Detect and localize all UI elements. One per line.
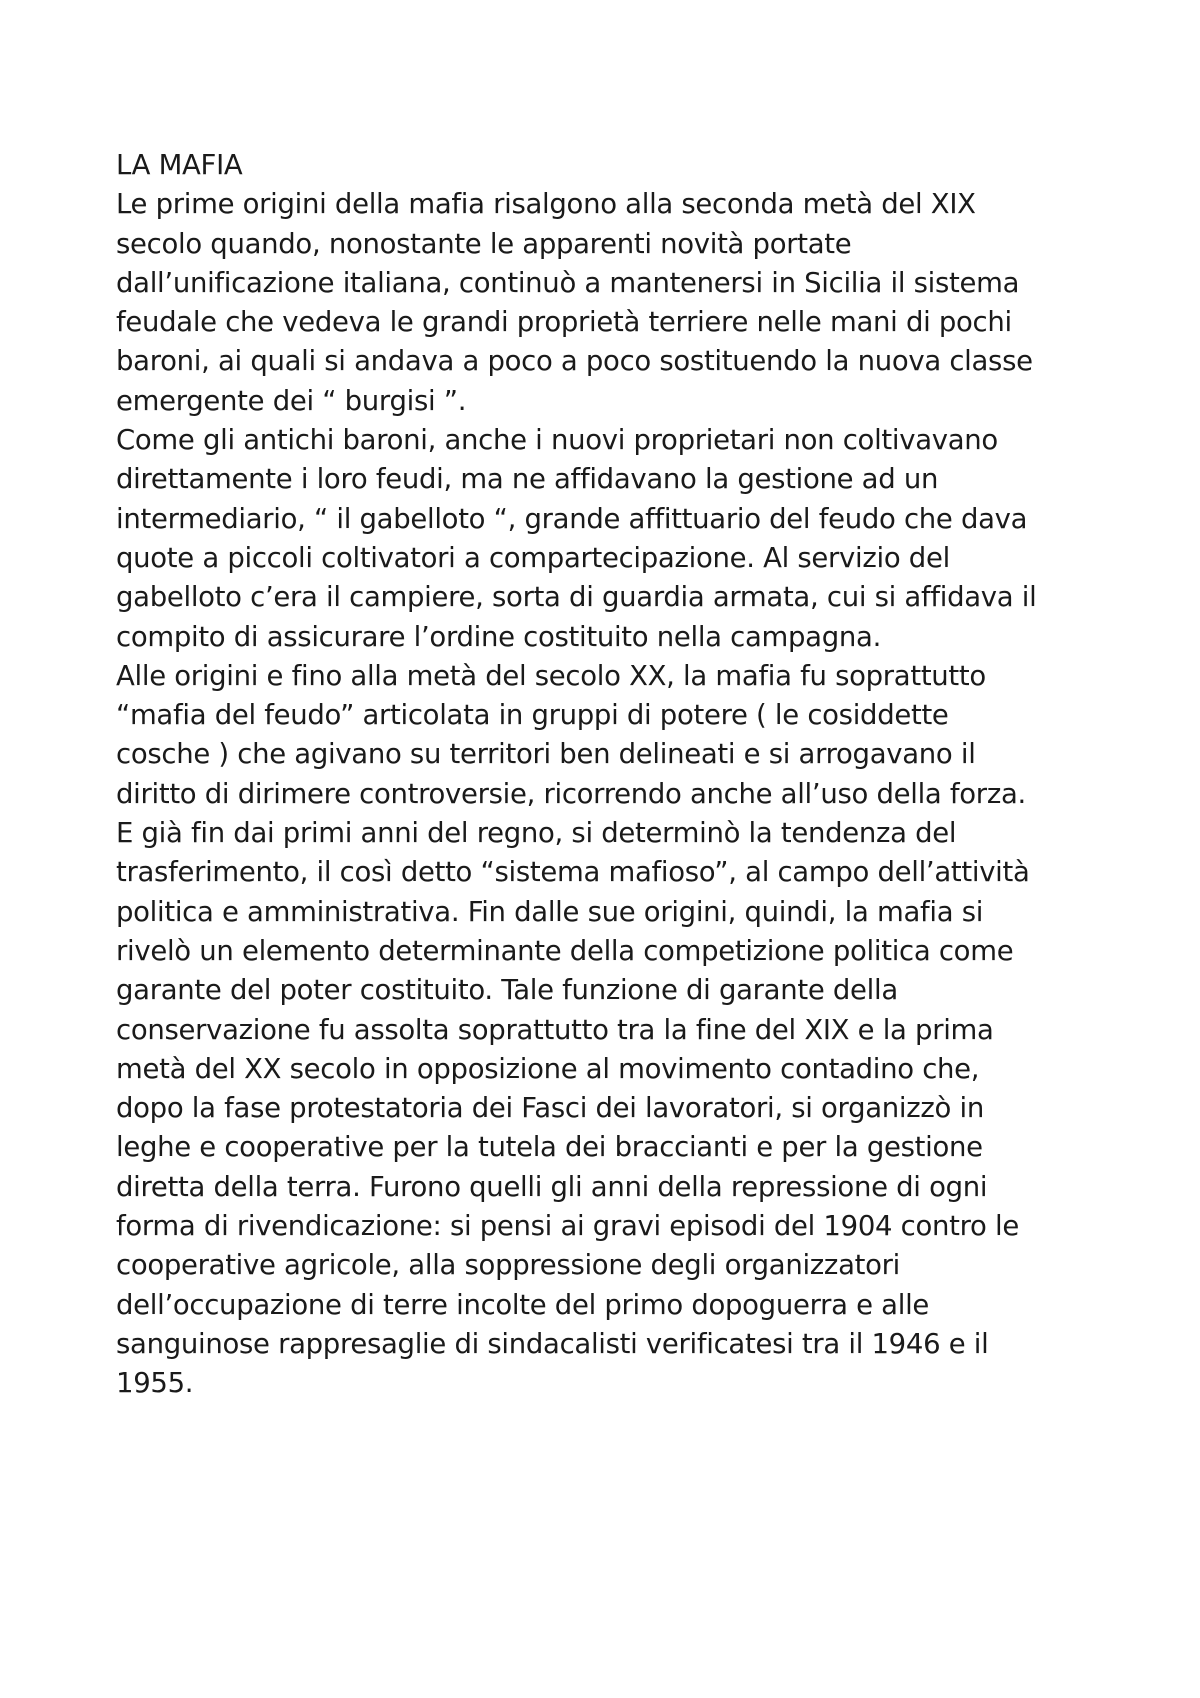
text-line: diretta della terra. Furono quelli gli anni della repressione di ogni: [116, 1170, 988, 1203]
text-line: cosche ) che agivano su territori ben delineati e si arrogavano il: [116, 738, 976, 771]
text-line: conservazione fu assolta soprattutto tra la fine del XIX e la prima: [116, 1013, 994, 1046]
text-line: garante del poter costituito. Tale funzione di garante della: [116, 974, 898, 1007]
text-line: “mafia del feudo” articolata in gruppi di potere ( le cosiddette: [116, 699, 949, 732]
text-line: compito di assicurare l’ordine costituito nella campagna.: [116, 620, 882, 653]
text-line: forma di rivendicazione: si pensi ai gravi episodi del 1904 contro le: [116, 1210, 1019, 1243]
text-line: 1955.: [116, 1367, 194, 1400]
text-line: E già fin dai primi anni del regno, si determinò la tendenza del: [116, 817, 957, 850]
text-line: gabelloto c’era il campiere, sorta di guardia armata, cui si affidava il: [116, 581, 1037, 614]
text-line: baroni, ai quali si andava a poco a poco sostituendo la nuova classe: [116, 345, 1033, 378]
text-line: emergente dei “ burgisi ”.: [116, 384, 467, 417]
text-line: leghe e cooperative per la tutela dei braccianti e per la gestione: [116, 1131, 983, 1164]
text-line: secolo quando, nonostante le apparenti novità portate: [116, 227, 852, 260]
text-line: diritto di dirimere controversie, ricorrendo anche all’uso della forza.: [116, 777, 1026, 810]
document-body: [116, 146, 1126, 1404]
text-line: cooperative agricole, alla soppressione degli organizzatori: [116, 1249, 900, 1282]
text-line: quote a piccoli coltivatori a compartecipazione. Al servizio del: [116, 541, 950, 574]
text-line: politica e amministrativa. Fin dalle sue origini, quindi, la mafia si: [116, 895, 984, 928]
text-line: Alle origini e fino alla metà del secolo XX, la mafia fu soprattutto: [116, 659, 986, 692]
text-line: trasferimento, il così detto “sistema mafioso”, al campo dell’attività: [116, 856, 1030, 889]
document-title: LA MAFIA: [116, 149, 243, 181]
text-line: dopo la fase protestatoria dei Fasci dei lavoratori, si organizzò in: [116, 1092, 984, 1125]
text-line: feudale che vedeva le grandi proprietà terriere nelle mani di pochi: [116, 306, 1012, 339]
text-line: intermediario, “ il gabelloto “, grande affittuario del feudo che dava: [116, 502, 1028, 535]
text-line: rivelò un elemento determinante della competizione politica come: [116, 934, 1014, 967]
text-line: dell’occupazione di terre incolte del primo dopoguerra e alle: [116, 1288, 930, 1321]
text-line: Come gli antichi baroni, anche i nuovi proprietari non coltivavano: [116, 424, 998, 457]
text-line: Le prime origini della mafia risalgono alla seconda metà del XIX: [116, 188, 976, 221]
text-line: direttamente i loro feudi, ma ne affidavano la gestione ad un: [116, 463, 939, 496]
text-line: metà del XX secolo in opposizione al movimento contadino che,: [116, 1052, 980, 1085]
text-line: dall’unificazione italiana, continuò a mantenersi in Sicilia il sistema: [116, 266, 1020, 299]
text-line: sanguinose rappresaglie di sindacalisti verificatesi tra il 1946 e il: [116, 1327, 989, 1360]
